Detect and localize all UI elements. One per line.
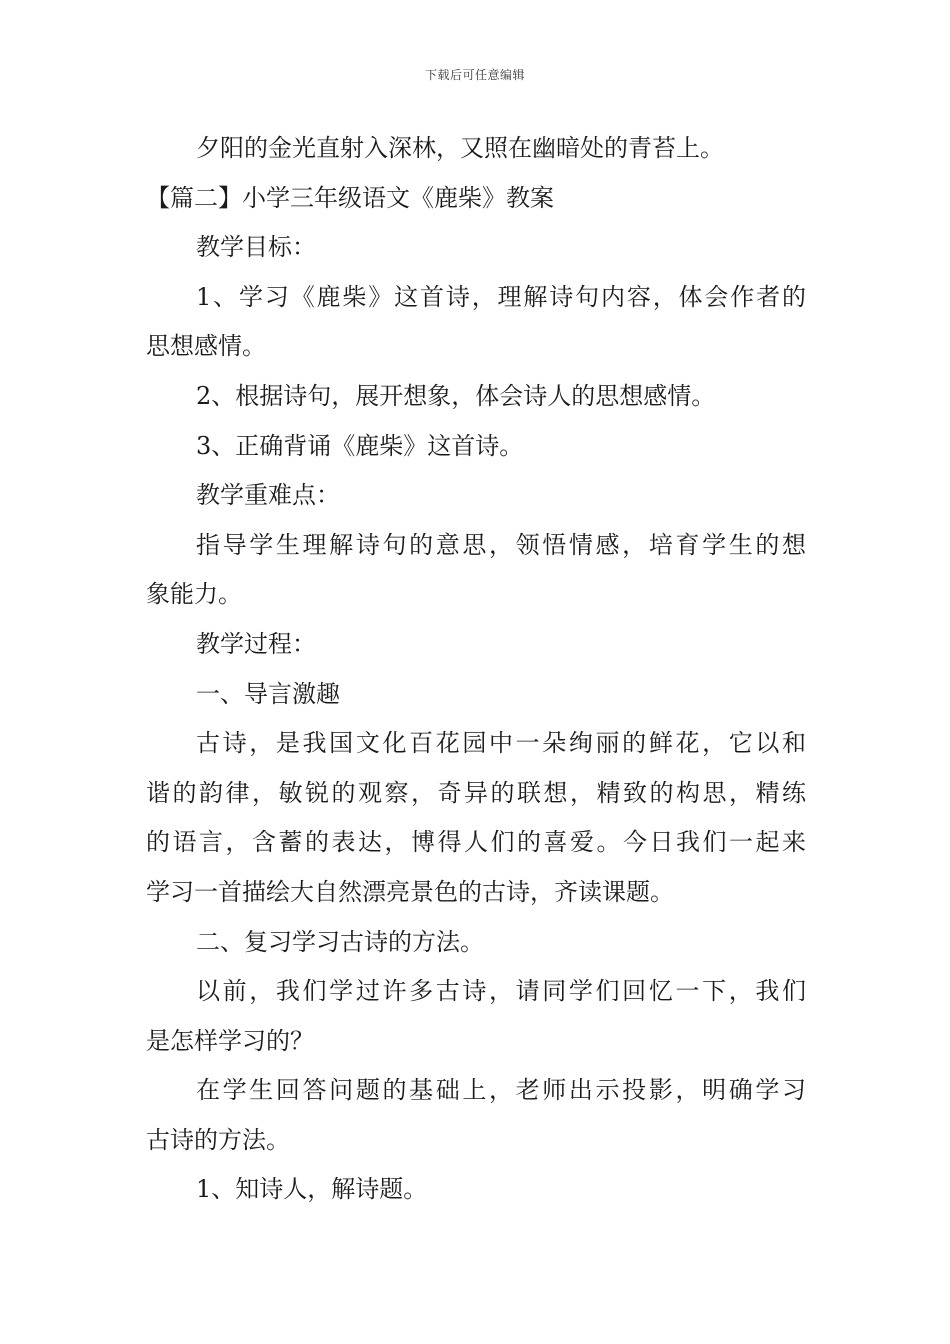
text-line: 【篇二】小学三年级语文《鹿柴》教案 [146,183,554,212]
text-line: 是怎样学习的？ [146,1026,314,1055]
document-body [146,124,806,1215]
text-line: 教学过程： [196,629,316,658]
text-line: 谐的韵律，敏锐的观察，奇异的联想，精致的构思，精练 [146,778,806,807]
text-line: 3、正确背诵《鹿柴》这首诗。 [196,431,524,460]
text-line: 1、知诗人，解诗题。 [196,1175,428,1204]
text-line: 夕阳的金光直射入深林，又照在幽暗处的青苔上。 [196,134,724,162]
text-line: 学习一首描绘大自然漂亮景色的古诗，齐读课题。 [146,877,674,906]
text-line: 象能力。 [146,580,242,609]
text-line: 古诗，是我国文化百花园中一朵绚丽的鲜花，它以和 [196,729,806,758]
text-line: 指导学生理解诗句的意思，领悟情感，培育学生的想 [196,530,806,559]
text-line: 古诗的方法。 [146,1125,290,1154]
text-line: 以前，我们学过许多古诗，请同学们回忆一下，我们 [196,977,806,1006]
text-line: 的语言，含蓄的表达，博得人们的喜爱。今日我们一起来 [146,828,806,857]
text-line: 一、导言激趣 [196,679,340,708]
text-line: 2、根据诗句，展开想象，体会诗人的思想感情。 [196,381,716,410]
header-note: 下载后可任意编辑 [424,68,525,82]
text-line: 1、学习《鹿柴》这首诗，理解诗句内容，体会作者的 [196,282,806,311]
text-line: 在学生回答问题的基础上，老师出示投影，明确学习 [196,1076,806,1105]
text-line: 教学目标： [196,233,316,262]
text-line: 教学重难点： [196,481,340,510]
text-line: 二、复习学习古诗的方法。 [196,927,484,956]
text-line: 思想感情。 [146,332,266,361]
